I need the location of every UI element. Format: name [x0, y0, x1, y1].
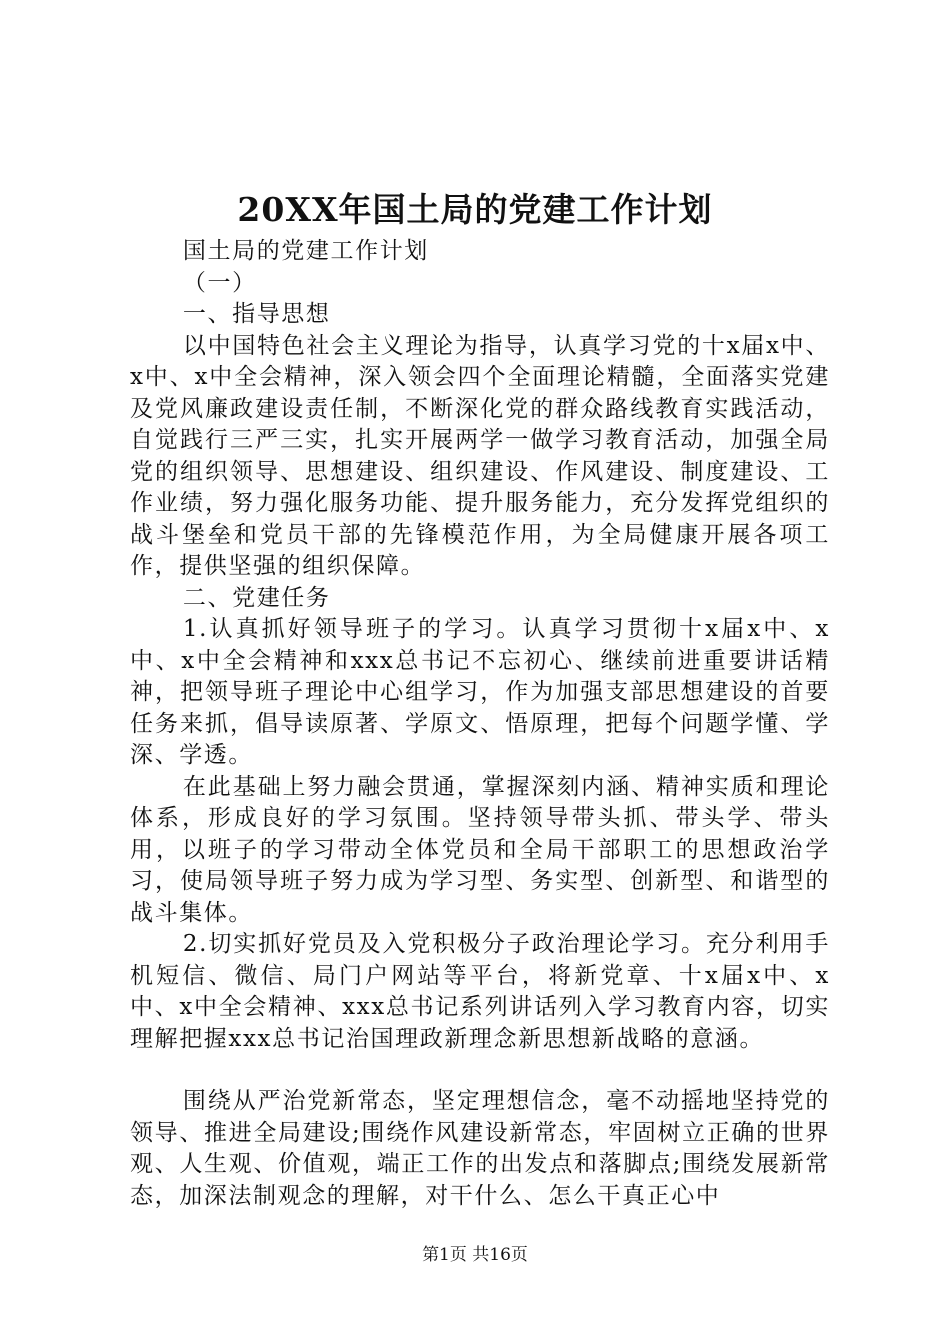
section-heading-party-tasks: 二、党建任务 [182, 584, 331, 611]
body-paragraph: 在此基础上努力融会贯通，掌握深刻内涵、精神实质和理论体系，形成良好的学习氛围。坚持领导带头抓、带头学、带头用，以班子的学习带动全体党员和全局干部职工的思想政治学习，使局领导班子努力成为学习型、务实型、创新型、和谐型的战斗集体。 [130, 773, 830, 926]
body-paragraph: 围绕从严治党新常态，坚定理想信念，毫不动摇地坚持党的领导、推进全局建设;围绕作风建设新常态，牢固树立正确的世界观、人生观、价值观，端正工作的出发点和落脚点;围绕发展新常态，加深法制观念的理解，对干什么、怎么干真正心中 [130, 1088, 830, 1209]
body-paragraph: 2.切实抓好党员及入党积极分子政治理论学习。充分利用手机短信、微信、局门户网站等平台，将新党章、十x届x中、x中、x中全会精神、xxx总书记系列讲话列入学习教育内容，切实理解把握xxx总书记治国理政新理念新思想新战略的意涵。 [130, 931, 830, 1052]
document-body [130, 236, 830, 1212]
body-paragraph: 以中国特色社会主义理论为指导，认真学习党的十x届x中、x中、x中全会精神，深入领会四个全面理论精髓，全面落实党建及党风廉政建设责任制，不断深化党的群众路线教育实践活动，自觉践行三严三实，扎实开展两学一做学习教育活动，加强全局党的组织领导、思想建设、组织建设、作风建设、制度建设、工作业绩，努力强化服务功能、提升服务能力，充分发挥党组织的战斗堡垒和党员干部的先锋模范作用，为全局健康开展各项工作，提供坚强的组织保障。 [130, 332, 830, 579]
section-number-paragraph: （一） [182, 269, 257, 296]
page-footer: 第1页 共16页 [422, 1245, 528, 1265]
body-paragraph: 1.认真抓好领导班子的学习。认真学习贯彻十x届x中、x中、x中全会精神和xxx总书记不忘初心、继续前进重要讲话精神，把领导班子理论中心组学习，作为加强支部思想建设的首要任务来抓，倡导读原著、学原文、悟原理，把每个问题学懂、学深、学透。 [130, 616, 830, 768]
subtitle-paragraph: 国土局的党建工作计划 [182, 238, 429, 264]
section-heading-guiding-thought: 一、指导思想 [182, 301, 331, 327]
document-title: 20XX年国土局的党建工作计划 [237, 190, 713, 229]
